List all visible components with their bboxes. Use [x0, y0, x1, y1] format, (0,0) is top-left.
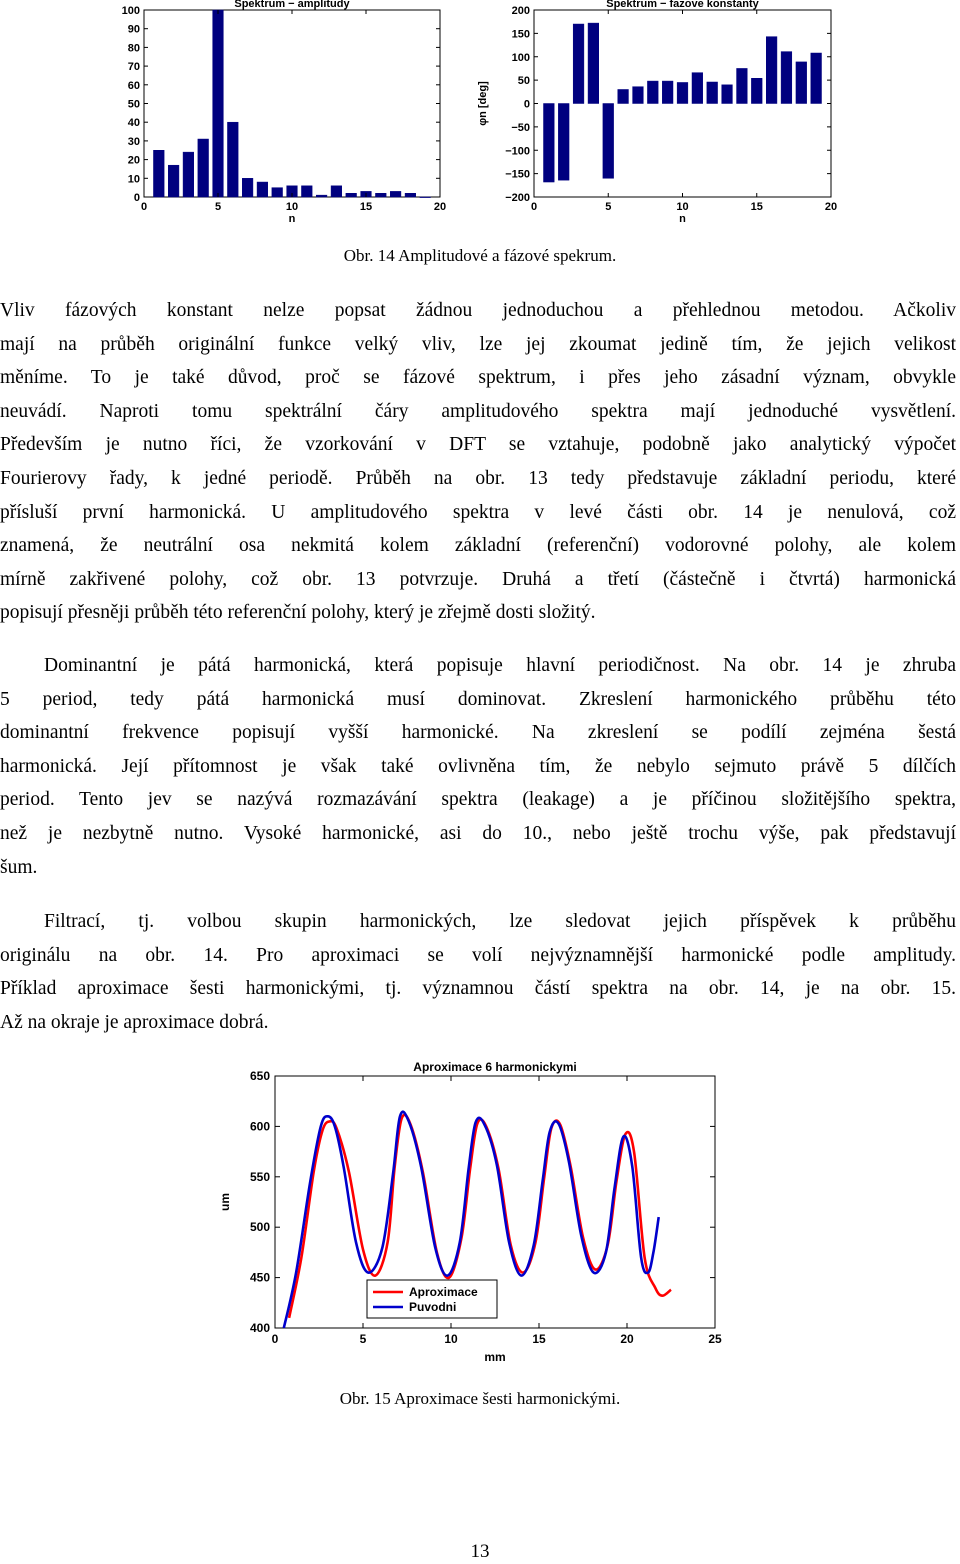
y-tick-label: 150	[511, 28, 530, 41]
bar	[346, 193, 357, 197]
y-tick-label: 40	[127, 117, 140, 130]
paragraph-2	[0, 649, 956, 884]
paragraph1-line: Vliv fázových konstant nelze popsat žádnou jednoduchou a přehlednou metodou. Ačkoliv	[0, 300, 956, 321]
paragraph-3	[0, 905, 956, 1039]
bar	[751, 78, 762, 103]
legend-entry: Aproximace	[409, 1285, 478, 1299]
bar	[420, 197, 431, 198]
x-tick-label: 20	[620, 1332, 634, 1346]
y-tick-label: 80	[127, 42, 140, 55]
y-tick-label: 70	[127, 61, 140, 74]
y-tick-label: 450	[249, 1270, 270, 1285]
bar	[390, 191, 401, 197]
bar	[213, 10, 224, 197]
paragraph2-line: dominantní frekvence popisují vyšší harmonické. Na zkreslení se podílí zejména šestá	[0, 722, 956, 744]
bar	[331, 186, 342, 197]
paragraph2-line: harmonická. Její přítomnost je však také ovlivněna tím, že nebylo sejmuto právě 5 dílčích	[0, 755, 956, 777]
chart-title: Spektrum − amplitudy	[234, 0, 350, 10]
bar	[692, 73, 703, 104]
bar	[316, 195, 327, 197]
bar	[272, 188, 283, 197]
x-tick-label: 0	[271, 1332, 279, 1346]
approximation-svg	[215, 1058, 735, 1363]
x-tick-label: 5	[605, 201, 612, 213]
x-axis-label: n	[679, 213, 686, 225]
y-axis-label: φn [deg]	[477, 81, 489, 126]
y-tick-label: 100	[121, 5, 140, 17]
y-tick-label: −150	[505, 168, 530, 181]
x-tick-label: 15	[532, 1332, 546, 1346]
paragraph1-line: přísluší první harmonická. U amplitudového spektra v levé části obr. 14 je nenulová, což	[0, 501, 956, 523]
paragraph3-line: Až na okraje je aproximace dobrá.	[0, 1011, 269, 1033]
approximation-chart	[215, 1058, 735, 1363]
legend-entry: Puvodni	[409, 1300, 457, 1314]
y-tick-label: 50	[127, 98, 140, 111]
bar	[198, 139, 209, 197]
y-tick-label: −50	[511, 121, 530, 134]
figure15-caption: Obr. 15 Aproximace šesti harmonickými.	[339, 1389, 621, 1408]
y-tick-label: 20	[127, 154, 140, 167]
bar	[647, 81, 658, 103]
y-tick-label: −200	[505, 192, 530, 204]
x-tick-label: 15	[750, 201, 763, 213]
paragraph1-line: neuvádí. Naproti tomu spektrální čáry amplitudového spektra mají jednoduché vysvětlení.	[0, 400, 956, 422]
y-tick-label: 0	[133, 192, 140, 204]
chart-title: Spektrum − fazove konstanty	[606, 0, 759, 10]
bar	[707, 82, 718, 104]
paragraph1-line: měníme. To je také důvod, proč se fázové spektrum, i přes jeho zásadní význam, obvykle	[0, 367, 956, 389]
bar	[737, 68, 748, 103]
paragraph1-line: mají na průběh originální funkce velký vliv, lze jej zkoumat jedině tím, že jejich velikost	[0, 333, 956, 355]
x-axis-label: mm	[484, 1350, 506, 1363]
bar	[603, 104, 614, 179]
paragraph1-line: znamená, že neutrální osa nekmitá kolem základní (referenční) vodorovné polohy, ale kolem	[0, 535, 956, 557]
y-tick-label: 60	[127, 79, 140, 92]
y-tick-label: 50	[517, 75, 530, 88]
bar	[722, 85, 733, 104]
paragraph1-line: Především je nutno říci, že vzorkování v DFT se vztahuje, podobně jako analytický výpočet	[0, 434, 956, 456]
bar	[781, 52, 792, 104]
x-tick-label: 10	[444, 1332, 458, 1346]
y-tick-label: 400	[249, 1321, 270, 1335]
x-tick-label: 0	[140, 201, 148, 213]
paragraph1-line: mírně zakřivené polohy, což obr. 13 potvrzuje. Druhá a třetí (částečně i čtvrtá) harmonická	[0, 568, 956, 590]
y-tick-label: 500	[249, 1220, 270, 1235]
y-tick-label: 10	[127, 173, 140, 186]
phase-spectrum-chart	[465, 0, 850, 225]
paragraph1-line: popisují přesněji průběh této referenční polohy, který je zřejmě dosti složitý.	[0, 602, 596, 624]
paragraph3-line: Filtrací, tj. volbou skupin harmonických, lze sledovat jejich příspěvek k průběhu	[44, 911, 956, 932]
bar	[183, 152, 194, 197]
bar	[227, 122, 238, 197]
paragraph2-line: šum.	[0, 856, 38, 878]
bar	[544, 104, 555, 183]
bar	[153, 150, 164, 197]
paragraph3-line: Příklad aproximace šesti harmonickými, tj. významnou částí spektra na obr. 14, je na obr. 15.	[0, 978, 956, 1000]
bar	[301, 186, 312, 197]
y-tick-label: 100	[511, 51, 530, 64]
bar	[811, 53, 822, 103]
amplitude-spectrum-chart	[100, 0, 460, 225]
bar	[588, 23, 599, 103]
bar	[677, 82, 688, 103]
y-axis-label: um	[218, 1193, 232, 1211]
phase-spectrum-svg	[465, 0, 850, 225]
figure14-caption: Obr. 14 Amplitudové a fázové spekrum.	[343, 246, 617, 265]
page-number: 13	[470, 1541, 490, 1562]
x-tick-label: 25	[708, 1332, 722, 1346]
bar	[558, 104, 569, 181]
y-tick-label: 30	[127, 135, 140, 148]
y-tick-label: −100	[505, 145, 530, 158]
x-tick-label: 5	[214, 201, 222, 213]
paragraph2-line: 5 period, tedy pátá harmonická musí dominovat. Zkreslení harmonického průběhu této	[0, 688, 956, 710]
chart-title: Aproximace 6 harmonickymi	[413, 1060, 577, 1074]
paragraph2-line: než je nezbytně nutno. Vysoké harmonické, asi do 10., nebo ještě trochu výše, pak představují	[0, 822, 956, 844]
amplitude-spectrum-svg	[100, 0, 460, 225]
y-tick-label: 200	[511, 5, 530, 17]
x-tick-label: 15	[359, 201, 373, 213]
x-tick-label: 20	[824, 201, 838, 213]
x-axis-label: n	[288, 213, 296, 225]
bar	[633, 87, 644, 104]
y-tick-label: 90	[127, 23, 140, 36]
bar	[662, 81, 673, 103]
bar	[766, 37, 777, 104]
paragraph1-line: Fourierovy řady, k jedné periodě. Průběh na obr. 13 tedy představuje základní periodu, které	[0, 467, 956, 489]
bar	[375, 193, 386, 197]
paragraph3-line: originálu na obr. 14. Pro aproximaci se volí nejvýznamnější harmonické podle amplitudy.	[0, 944, 956, 966]
y-tick-label: 550	[249, 1169, 270, 1184]
x-tick-label: 0	[530, 201, 538, 213]
paragraph2-line: Dominantní je pátá harmonická, která popisuje hlavní periodičnost. Na obr. 14 je zhruba	[44, 655, 956, 676]
y-tick-label: 650	[249, 1069, 270, 1083]
x-tick-label: 5	[359, 1332, 367, 1346]
bar	[405, 193, 416, 197]
x-tick-label: 10	[285, 201, 299, 213]
bar	[796, 62, 807, 104]
paragraph2-line: period. Tento jev se nazývá rozmazávání spektra (leakage) a je příčinou složitějšího spektra,	[0, 789, 956, 811]
bar	[257, 182, 268, 197]
bar	[618, 89, 629, 103]
y-tick-label: 0	[523, 98, 530, 111]
bar	[168, 165, 179, 197]
x-tick-label: 10	[676, 201, 689, 213]
bar	[242, 178, 253, 197]
y-tick-label: 600	[249, 1119, 270, 1134]
bar	[573, 24, 584, 103]
x-tick-label: 20	[433, 201, 447, 213]
paragraph-1	[0, 294, 956, 630]
